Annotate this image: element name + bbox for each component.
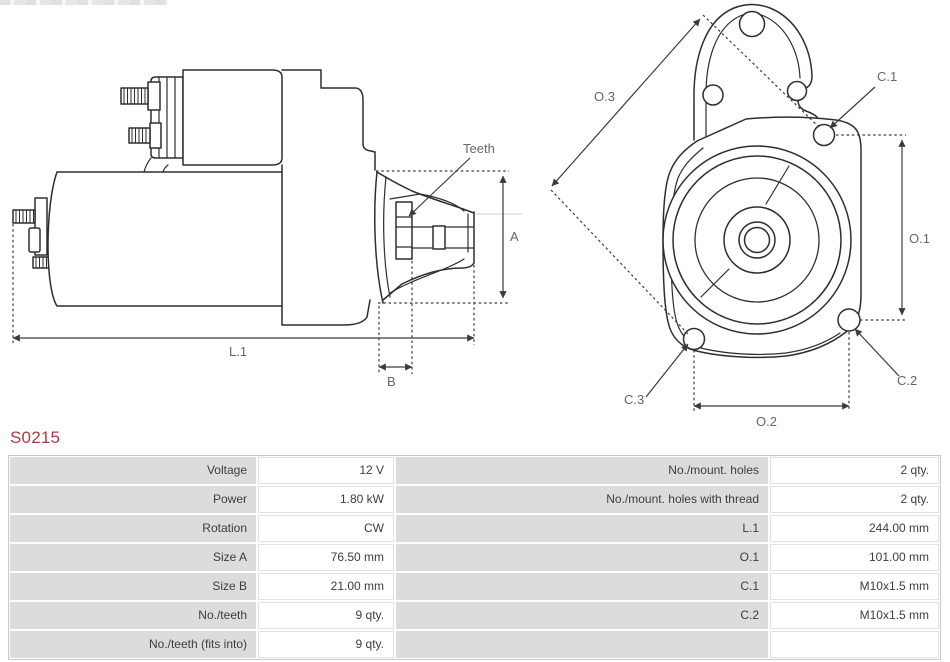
spec-label-cell: C.2 <box>396 602 768 629</box>
rear-terminal-studs <box>13 198 49 268</box>
part-number: S0215 <box>10 428 61 447</box>
spec-label-cell: Size A <box>10 544 256 571</box>
spec-label-cell: Size B <box>10 573 256 600</box>
spec-value-cell: 76.50 mm <box>258 544 394 571</box>
spec-label-cell: C.1 <box>396 573 768 600</box>
spec-value-cell <box>770 631 939 658</box>
bell-top-hole <box>740 12 765 37</box>
motor-face-circles <box>663 146 851 334</box>
spec-label-cell: O.1 <box>396 544 768 571</box>
front-view-drawing <box>663 5 861 358</box>
side-view-drawing <box>13 70 522 325</box>
spec-value-cell: 2 qty. <box>770 457 939 484</box>
solenoid <box>121 70 282 172</box>
spec-table <box>8 455 941 660</box>
spec-value-cell: 2 qty. <box>770 486 939 513</box>
dim-c2-arrow <box>855 329 899 376</box>
dim-a-label: A <box>510 229 519 244</box>
dim-c1-arrow <box>830 87 875 128</box>
dim-l1-label: L.1 <box>229 344 248 359</box>
spec-label-cell: No./teeth <box>10 602 256 629</box>
dim-c3-arrow <box>646 344 688 397</box>
mount-hole-c2 <box>838 309 860 331</box>
dim-c1-label: C.1 <box>877 69 898 84</box>
spec-value-cell: 101.00 mm <box>770 544 939 571</box>
spec-label-cell: L.1 <box>396 515 768 542</box>
dim-c3-label: C.3 <box>624 392 645 407</box>
spec-value-cell: 12 V <box>258 457 394 484</box>
spec-value-cell: 244.00 mm <box>770 515 939 542</box>
spec-label-cell: Power <box>10 486 256 513</box>
spec-label-cell: No./teeth (fits into) <box>10 631 256 658</box>
bell-right-hole <box>788 82 807 101</box>
spec-value-cell: 9 qty. <box>258 602 394 629</box>
spec-value-cell: 21.00 mm <box>258 573 394 600</box>
spec-label-cell <box>396 631 768 658</box>
foot-bracket <box>282 300 370 325</box>
spec-label-cell: No./mount. holes with thread <box>396 486 768 513</box>
spec-value-cell: 9 qty. <box>258 631 394 658</box>
spec-value-cell: 1.80 kW <box>258 486 394 513</box>
bell-left-hole <box>703 85 723 105</box>
spec-value-cell: M10x1.5 mm <box>770 573 939 600</box>
teeth-arrow <box>409 158 470 216</box>
spec-label-cell: Rotation <box>10 515 256 542</box>
mount-hole-c1 <box>814 125 835 146</box>
spec-value-cell: CW <box>258 515 394 542</box>
dim-o2-label: O.2 <box>756 414 777 429</box>
dim-c2-label: C.2 <box>897 373 918 388</box>
drive-housing-bracket <box>282 70 375 172</box>
teeth-label: Teeth <box>463 141 495 156</box>
dim-b-label: B <box>387 374 396 389</box>
drive-end-bell <box>375 172 522 303</box>
pinion-gear <box>396 202 412 259</box>
dim-o1-label: O.1 <box>909 231 930 246</box>
dim-o3-label: O.3 <box>594 89 615 104</box>
spec-label-cell: No./mount. holes <box>396 457 768 484</box>
shaft-collar <box>433 226 445 249</box>
motor-body <box>48 172 282 306</box>
spec-label-cell: Voltage <box>10 457 256 484</box>
spec-value-cell: M10x1.5 mm <box>770 602 939 629</box>
